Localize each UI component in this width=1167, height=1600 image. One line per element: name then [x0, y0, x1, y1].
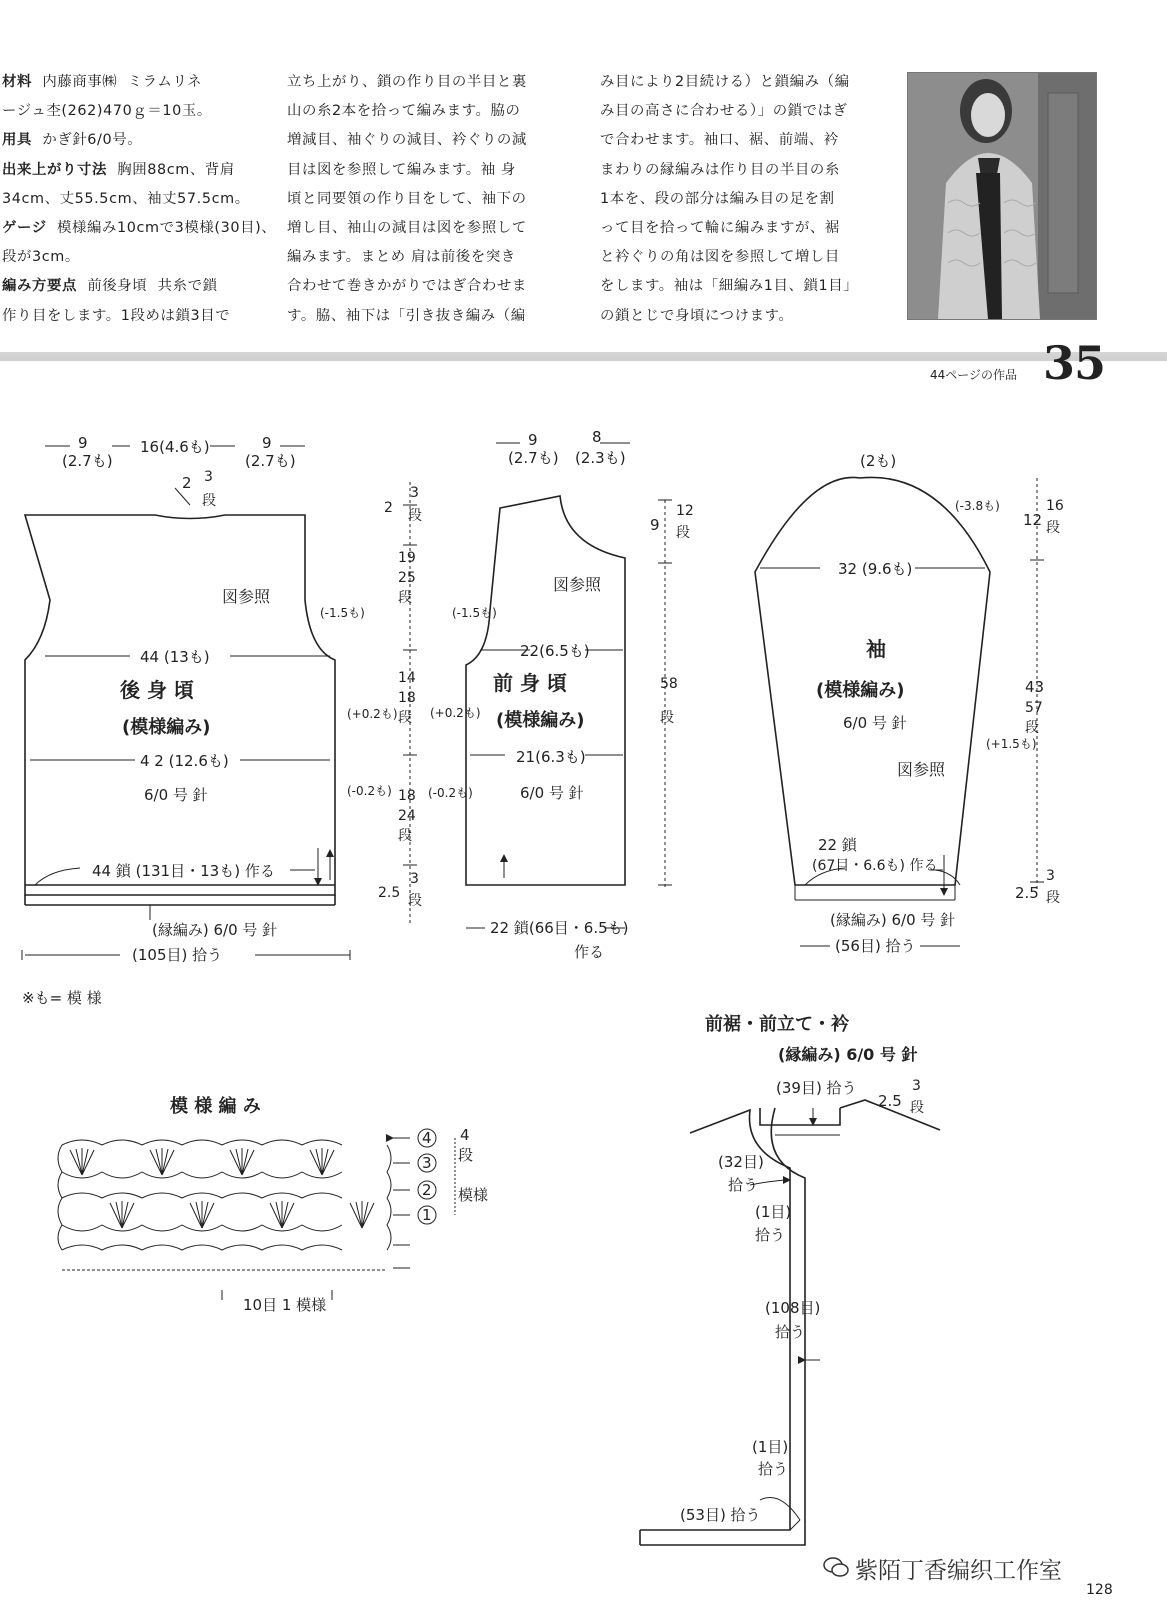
instruction-line: 合わせて巻きかがりではぎ合わせま [287, 278, 527, 295]
scale-4-rows: 24 [398, 808, 416, 824]
edging-title: 前裾・前立て・衿 [705, 1014, 849, 1035]
pattern-repeat-label: 模様 [458, 1186, 489, 1204]
front-see-figure: 図参照 [553, 575, 602, 594]
scale-1-unit: 段 [408, 508, 422, 524]
instruction-label: 編み方要点 [2, 278, 77, 295]
instruction-line: と衿ぐりの角は図を参照して増し目 [600, 249, 840, 266]
front-needle: 6/0 号 針 [520, 784, 584, 802]
instruction-line: み目により2目続ける）と鎖編み（編 [600, 74, 850, 90]
back-pickup: (105目) 拾う [132, 946, 223, 964]
back-neck-rows: 3 [204, 469, 213, 485]
sleeve-increase: (+1.5も) [986, 737, 1037, 751]
sleeve-cap-height: 12 [1023, 511, 1043, 529]
instruction-label: 材料 [2, 74, 32, 90]
sleeve-title: 袖 [866, 637, 886, 661]
front-length-unit: 段 [660, 710, 674, 726]
scale-5-rows: 3 [410, 871, 419, 887]
front-neck-rows-unit: 段 [676, 525, 690, 541]
sleeve-cuff-unit: 段 [1046, 890, 1060, 906]
sleeve-cap-decrease: (-3.8も) [955, 499, 1000, 513]
front-armhole-decrease: (-1.5も) [452, 606, 497, 620]
back-stitch: (模様編み) [122, 717, 211, 738]
pattern-repeat: 10目 1 模様 [243, 1296, 327, 1314]
wechat-icon [823, 1555, 849, 1583]
instruction-text: ージュ杢(262)470ｇ＝10玉。 [2, 103, 212, 120]
instruction-text: 作り目をします。1段めは鎖3目で [2, 307, 231, 324]
instruction-label: 用具 [2, 132, 32, 149]
sleeve-stitch: (模様編み) [816, 680, 905, 701]
front-title: 前 身 頃 [493, 671, 567, 695]
instruction-line: 頃と同要領の作り目をして、袖下の [287, 190, 527, 207]
instruction-line: で合わせます。袖口、裾、前端、衿 [600, 132, 839, 149]
front-length-rows: 58 [660, 676, 678, 692]
pattern-row-4: 4 [422, 1129, 432, 1147]
instruction-line: み目の高さに合わせる）」の鎖ではぎ [600, 103, 848, 120]
back-decrease: (-0.2も) [347, 784, 392, 798]
back-width-mid: 4 2 (12.6も) [140, 752, 229, 770]
instruction-line: まわりの縁編みは作り目の半目の糸 [600, 161, 840, 178]
front-top-right-sub: (2.3も) [575, 449, 626, 467]
instruction-line: 目は図を参照して編みます。袖 身 [287, 161, 516, 178]
edging-collar-rows: 3 [912, 1078, 921, 1094]
back-armhole-decrease: (-1.5も) [320, 606, 365, 620]
front-neck: 9 [650, 516, 660, 534]
edging-corner-1b: 拾う [755, 1226, 786, 1244]
edging-collar-height: 2.5 [878, 1092, 902, 1110]
scale-2: 19 [398, 550, 416, 566]
pattern-row-1: 1 [422, 1206, 432, 1224]
edging-hem-pickup: (53目) 拾う [680, 1506, 761, 1524]
sleeve-chain: 22 鎖 [818, 836, 857, 854]
pattern-row-2: 2 [422, 1181, 432, 1199]
scale-2-unit: 段 [398, 590, 412, 606]
instruction-line: って目を拾って輪に編みますが、裾 [600, 219, 840, 236]
sleeve-cuff: 2.5 [1015, 884, 1039, 902]
instruction-text: 模様編み10cmで3模様(30目)、 [46, 219, 277, 236]
back-neck-rows-unit: 段 [202, 493, 216, 509]
scale-1: 2 [384, 500, 393, 516]
instruction-line: す。脇、袖下は「引き抜き編み（編 [287, 307, 526, 324]
edging-neck-pickup: (32目) [718, 1153, 764, 1171]
sleeve-length: 43 [1025, 678, 1045, 696]
sleeve-pickup: (56目) 拾う [835, 937, 916, 955]
front-increase: (+0.2も) [430, 706, 481, 720]
instruction-line: 増し目、袖山の減目は図を参照して [287, 219, 527, 236]
back-top-left-sub: (2.7も) [62, 452, 113, 470]
sleeve-length-unit: 段 [1025, 720, 1039, 736]
pattern-row-3: 3 [422, 1154, 432, 1172]
back-body-outline [25, 515, 335, 895]
instruction-line: 編みます。まとめ 肩は前後を突き [287, 249, 516, 266]
back-title: 後 身 頃 [120, 678, 194, 702]
sleeve-see-figure: 図参照 [897, 760, 946, 779]
watermark: 紫陌丁香编织工作室 [855, 1558, 1062, 1584]
pattern-repeat-unit: 段 [458, 1146, 474, 1164]
pattern-chart-title: 模 様 編 み [170, 1096, 261, 1117]
back-neck: 2 [182, 474, 192, 492]
instruction-text: 胸囲88cm、背肩 [106, 161, 235, 178]
scale-4: 18 [398, 788, 416, 804]
scale-5-unit: 段 [408, 893, 422, 909]
back-top-left: 9 [78, 434, 88, 452]
scale-2-rows: 25 [398, 570, 416, 586]
front-decrease: (-0.2も) [428, 786, 473, 800]
back-needle: 6/0 号 針 [144, 786, 208, 804]
sleeve-border: (縁編み) 6/0 号 針 [830, 911, 956, 929]
sleeve-needle: 6/0 号 針 [843, 714, 907, 732]
instruction-line: 1本を、段の部分は編み目の足を割 [600, 190, 835, 207]
back-see-figure: 図参照 [222, 587, 271, 606]
sleeve-length-rows: 57 [1025, 700, 1043, 716]
front-top-left-sub: (2.7も) [508, 449, 559, 467]
front-stitch: (模様編み) [496, 710, 585, 731]
scale-3-unit: 段 [398, 710, 412, 726]
edging-neck-pickup-2: 拾う [728, 1176, 759, 1194]
sleeve-cap-rows: 16 [1046, 498, 1064, 514]
instruction-text: 内藤商事㈱ ミラムリネ [31, 74, 203, 90]
edging-corner-2: (1目) [752, 1438, 789, 1456]
instruction-text: 前後身頃 共糸で鎖 [76, 278, 218, 295]
instruction-line: 山の糸2本を拾って編みます。脇の [287, 103, 521, 120]
scale-5: 2.5 [378, 885, 401, 901]
edging-front-pickup: (108目) [765, 1299, 821, 1317]
instruction-text: 34cm、丈55.5cm、袖丈57.5cm。 [2, 190, 250, 207]
edging-subtitle: (縁編み) 6/0 号 針 [778, 1045, 918, 1064]
sleeve-cap-unit: 段 [1046, 520, 1060, 536]
page-reference: 44ページの作品 [930, 368, 1018, 382]
edging-collar-unit: 段 [910, 1100, 924, 1116]
scale-3: 14 [398, 670, 416, 686]
sleeve-cuff-rows: 3 [1046, 868, 1055, 884]
back-top-right: 9 [262, 434, 272, 452]
pattern-number: 35 [1043, 336, 1106, 390]
front-top-left: 9 [528, 431, 538, 449]
back-width-upper: 44 (13も) [140, 648, 210, 666]
back-chain: 44 鎖 (131目・13も) 作る [92, 862, 275, 880]
sleeve-chain-detail: (67目・6.6も) 作る [812, 858, 938, 874]
scale-3-rows: 18 [398, 690, 416, 706]
sleeve-width: 32 (9.6も) [838, 560, 913, 578]
instruction-line: の鎖とじで身頃につけます。 [600, 307, 794, 324]
front-top-right: 8 [592, 428, 602, 446]
edging-front-pickup-2: 拾う [775, 1323, 806, 1341]
page-number: 128 [1086, 1582, 1113, 1598]
front-chain-make: 作る [574, 943, 605, 961]
note-pattern-unit: ※も= 模 様 [22, 989, 102, 1007]
back-top-right-sub: (2.7も) [245, 452, 296, 470]
sleeve-top: (2も) [860, 452, 897, 470]
scale-4-unit: 段 [398, 828, 412, 844]
scale-1-rows: 3 [410, 485, 419, 501]
instruction-line: をします。袖は「細編み1目、鎖1目」 [600, 278, 859, 295]
instruction-line: 増減目、袖ぐりの減目、衿ぐりの減 [287, 132, 527, 149]
instruction-text: かぎ針6/0号。 [31, 132, 143, 149]
instruction-label: 出来上がり寸法 [2, 161, 107, 178]
back-border: (縁編み) 6/0 号 針 [152, 921, 278, 939]
instruction-label: ゲージ [2, 219, 47, 236]
edging-corner-2b: 拾う [758, 1460, 789, 1478]
back-increase: (+0.2も) [347, 707, 398, 721]
edging-collar-pickup: (39目) 拾う [776, 1079, 857, 1097]
front-chain: 22 鎖(66目・6.5も) [490, 919, 629, 937]
front-width-upper: 22(6.5も) [520, 642, 590, 660]
front-width-mid: 21(6.3も) [516, 748, 586, 766]
instruction-line: 立ち上がり、鎖の作り目の半目と裏 [287, 74, 527, 90]
instruction-text: 段が3cm。 [2, 249, 80, 266]
pattern-repeat-rows: 4 [460, 1126, 470, 1144]
edging-corner-1: (1目) [755, 1203, 792, 1221]
back-top-mid: 16(4.6も) [140, 438, 210, 456]
front-neck-rows: 12 [676, 503, 694, 519]
